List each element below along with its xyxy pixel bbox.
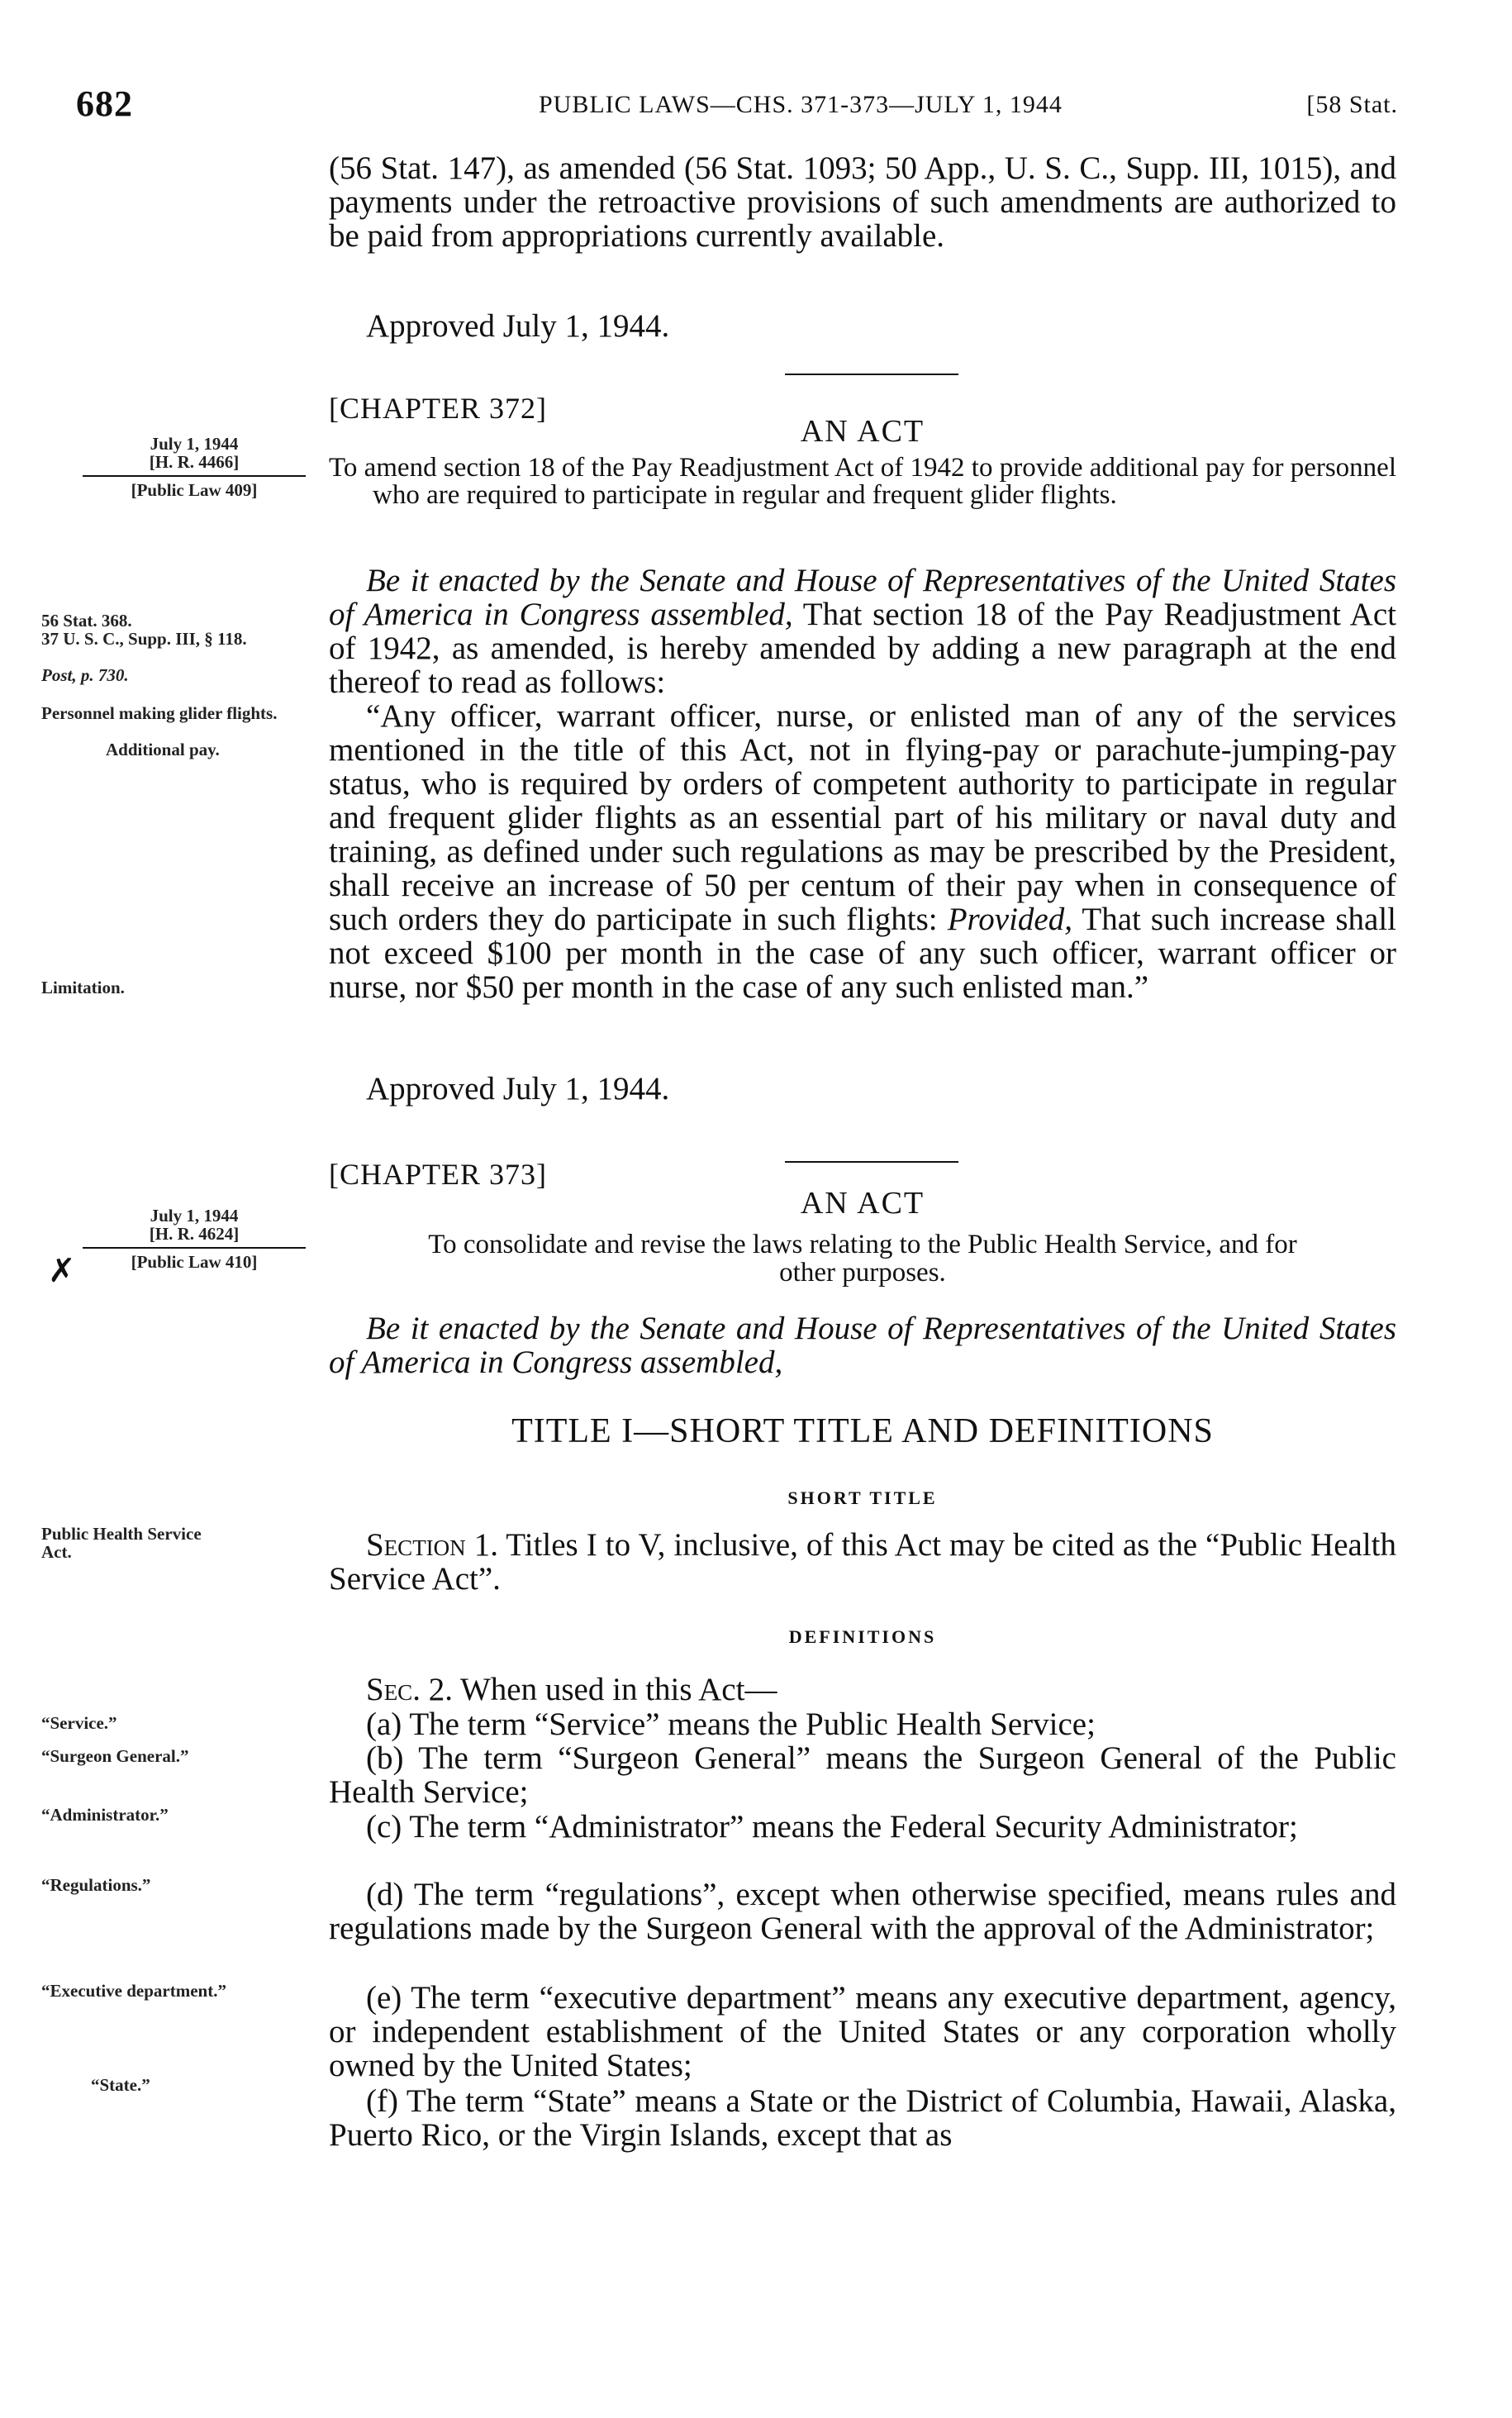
- margin-cite-56-stat: 56 Stat. 368.: [41, 611, 132, 631]
- short-title-heading: SHORT TITLE: [787, 1487, 938, 1508]
- purpose-ch372: To amend section 18 of the Pay Readjustment Act of 1942 to provide additional pay for personnel who are required to participate in regular and frequent glider flights.: [329, 453, 1396, 510]
- section-rule: [785, 374, 958, 375]
- margin-cite-post: Post, p. 730.: [41, 665, 129, 685]
- enacting-clause-372: [329, 564, 1396, 699]
- margin-rule-372: [83, 475, 306, 477]
- margin-hr-373: [H. R. 4624]: [149, 1224, 240, 1244]
- margin-cite-usc: 37 U. S. C., Supp. III, § 118.: [41, 629, 247, 649]
- amendment-quote-end: That such increase shall not exceed $100 per month in the case of any such officer, warrant officer or nurse, nor $50 per month in the case of any such enlisted man.”: [329, 902, 1396, 1005]
- margin-def-administrator: “Administrator.”: [41, 1805, 169, 1825]
- amendment-quote: “Any officer, warrant officer, nurse, or enlisted man of any of the services mentioned in the title of this Act, not in flying-pay or parachute-jumping-pay status, who is required by orders of competent authority to participate in regular and frequent glider flights as an essential part of his military or naval duty and training, as defined under such regulations as may be prescribed by the President, shall receive an increase of 50 per centum of their pay when in consequence of such orders they do participate in such flights:: [329, 698, 1396, 937]
- margin-public-law-410: [Public Law 410]: [131, 1252, 258, 1272]
- definition-c: (c) The term “Administrator” means the Federal Security Administrator;: [366, 1809, 1298, 1844]
- margin-def-executive-department: “Executive department.”: [41, 1981, 226, 2001]
- section-1-label: Section: [366, 1527, 466, 1563]
- purpose-ch373-line2: other purposes.: [779, 1258, 946, 1288]
- purpose-ch373-line1: To consolidate and revise the laws relating to the Public Health Service, and for: [428, 1230, 1297, 1259]
- continuation-paragraph: (56 Stat. 147), as amended (56 Stat. 1093; 50 App., U. S. C., Supp. III, 1015), and payments under the retroactive provisions of such amendments are authorized to be paid from appropriations currently available.: [329, 150, 1396, 254]
- running-header: [76, 83, 1398, 132]
- volume-citation: [58 Stat.: [1306, 91, 1398, 118]
- margin-limitation: Limitation.: [41, 978, 125, 997]
- enact-rest-372: That section 18 of the Pay Readjustment Act of 1942, as amended, is hereby amended by adding a new paragraph at the end thereof to read as follows:: [329, 597, 1396, 700]
- margin-def-state: “State.”: [91, 2075, 150, 2095]
- approved-line-ch371: Approved July 1, 1944.: [366, 308, 670, 344]
- margin-public-law-409: [Public Law 409]: [131, 480, 258, 500]
- margin-hr-372: [H. R. 4466]: [149, 452, 240, 472]
- an-act-heading-372: AN ACT: [800, 414, 925, 449]
- definition-b: (b) The term “Surgeon General” means the Surgeon General of the Public Health Service;: [329, 1740, 1396, 1810]
- running-title: PUBLIC LAWS—CHS. 371-373—JULY 1, 1944: [539, 91, 1063, 118]
- margin-date-373: July 1, 1944: [150, 1206, 239, 1226]
- definition-d: (d) The term “regulations”, except when otherwise specified, means rules and regulations made by the Surgeon General with the approval of the Administrator;: [329, 1877, 1396, 1946]
- margin-topic-pay: Additional pay.: [106, 740, 220, 759]
- chapter-372-heading: [CHAPTER 372]: [329, 392, 547, 425]
- margin-def-regulations: “Regulations.”: [41, 1875, 151, 1895]
- an-act-heading-373: AN ACT: [800, 1186, 925, 1221]
- definition-a: (a) The term “Service” means the Public Health Service;: [366, 1706, 1096, 1742]
- enact-italic-372: Be it enacted by the Senate and House of Representatives of the United States of America in Congress assembled,: [329, 563, 1396, 632]
- margin-def-surgeon-general: “Surgeon General.”: [41, 1746, 189, 1766]
- amendment-text: [329, 699, 1396, 1004]
- provided-word: Provided,: [947, 902, 1072, 937]
- section-1-text: 1. Titles I to V, inclusive, of this Act may be cited as the “Public Health Service Act”.: [329, 1527, 1396, 1597]
- definitions-heading: DEFINITIONS: [788, 1626, 937, 1647]
- title-i-heading: TITLE I—SHORT TITLE AND DEFINITIONS: [511, 1412, 1214, 1450]
- definition-f: (f) The term “State” means a State or the District of Columbia, Hawaii, Alaska, Puerto Rico, or the Virgin Islands, except that as: [329, 2083, 1396, 2153]
- chapter-373-heading: [CHAPTER 373]: [329, 1158, 547, 1191]
- margin-rule-373: [83, 1247, 306, 1249]
- section-2-label: Sec.: [366, 1672, 421, 1707]
- margin-date-372: July 1, 1944: [150, 434, 239, 454]
- handwritten-x-mark: ✗: [48, 1252, 76, 1290]
- section-2-text: 2. When used in this Act—: [420, 1672, 777, 1707]
- margin-public-health-service-act: Public Health Service Act.: [41, 1524, 202, 1562]
- margin-topic-glider: Personnel making glider flights.: [41, 703, 278, 723]
- enacting-clause-373: Be it enacted by the Senate and House of Representatives of the United States of America in Congress assembled,: [329, 1311, 1396, 1380]
- definition-e: (e) The term “executive department” means any executive department, agency, or independent establishment of the United States or any corporation wholly owned by the United States;: [329, 1980, 1396, 2083]
- approved-line-ch372: Approved July 1, 1944.: [366, 1071, 670, 1107]
- section-1: [329, 1528, 1396, 1596]
- section-2-lead: [329, 1673, 1396, 1706]
- section-rule-2: [785, 1161, 958, 1163]
- page-number: 682: [76, 83, 133, 124]
- margin-def-service: “Service.”: [41, 1713, 117, 1733]
